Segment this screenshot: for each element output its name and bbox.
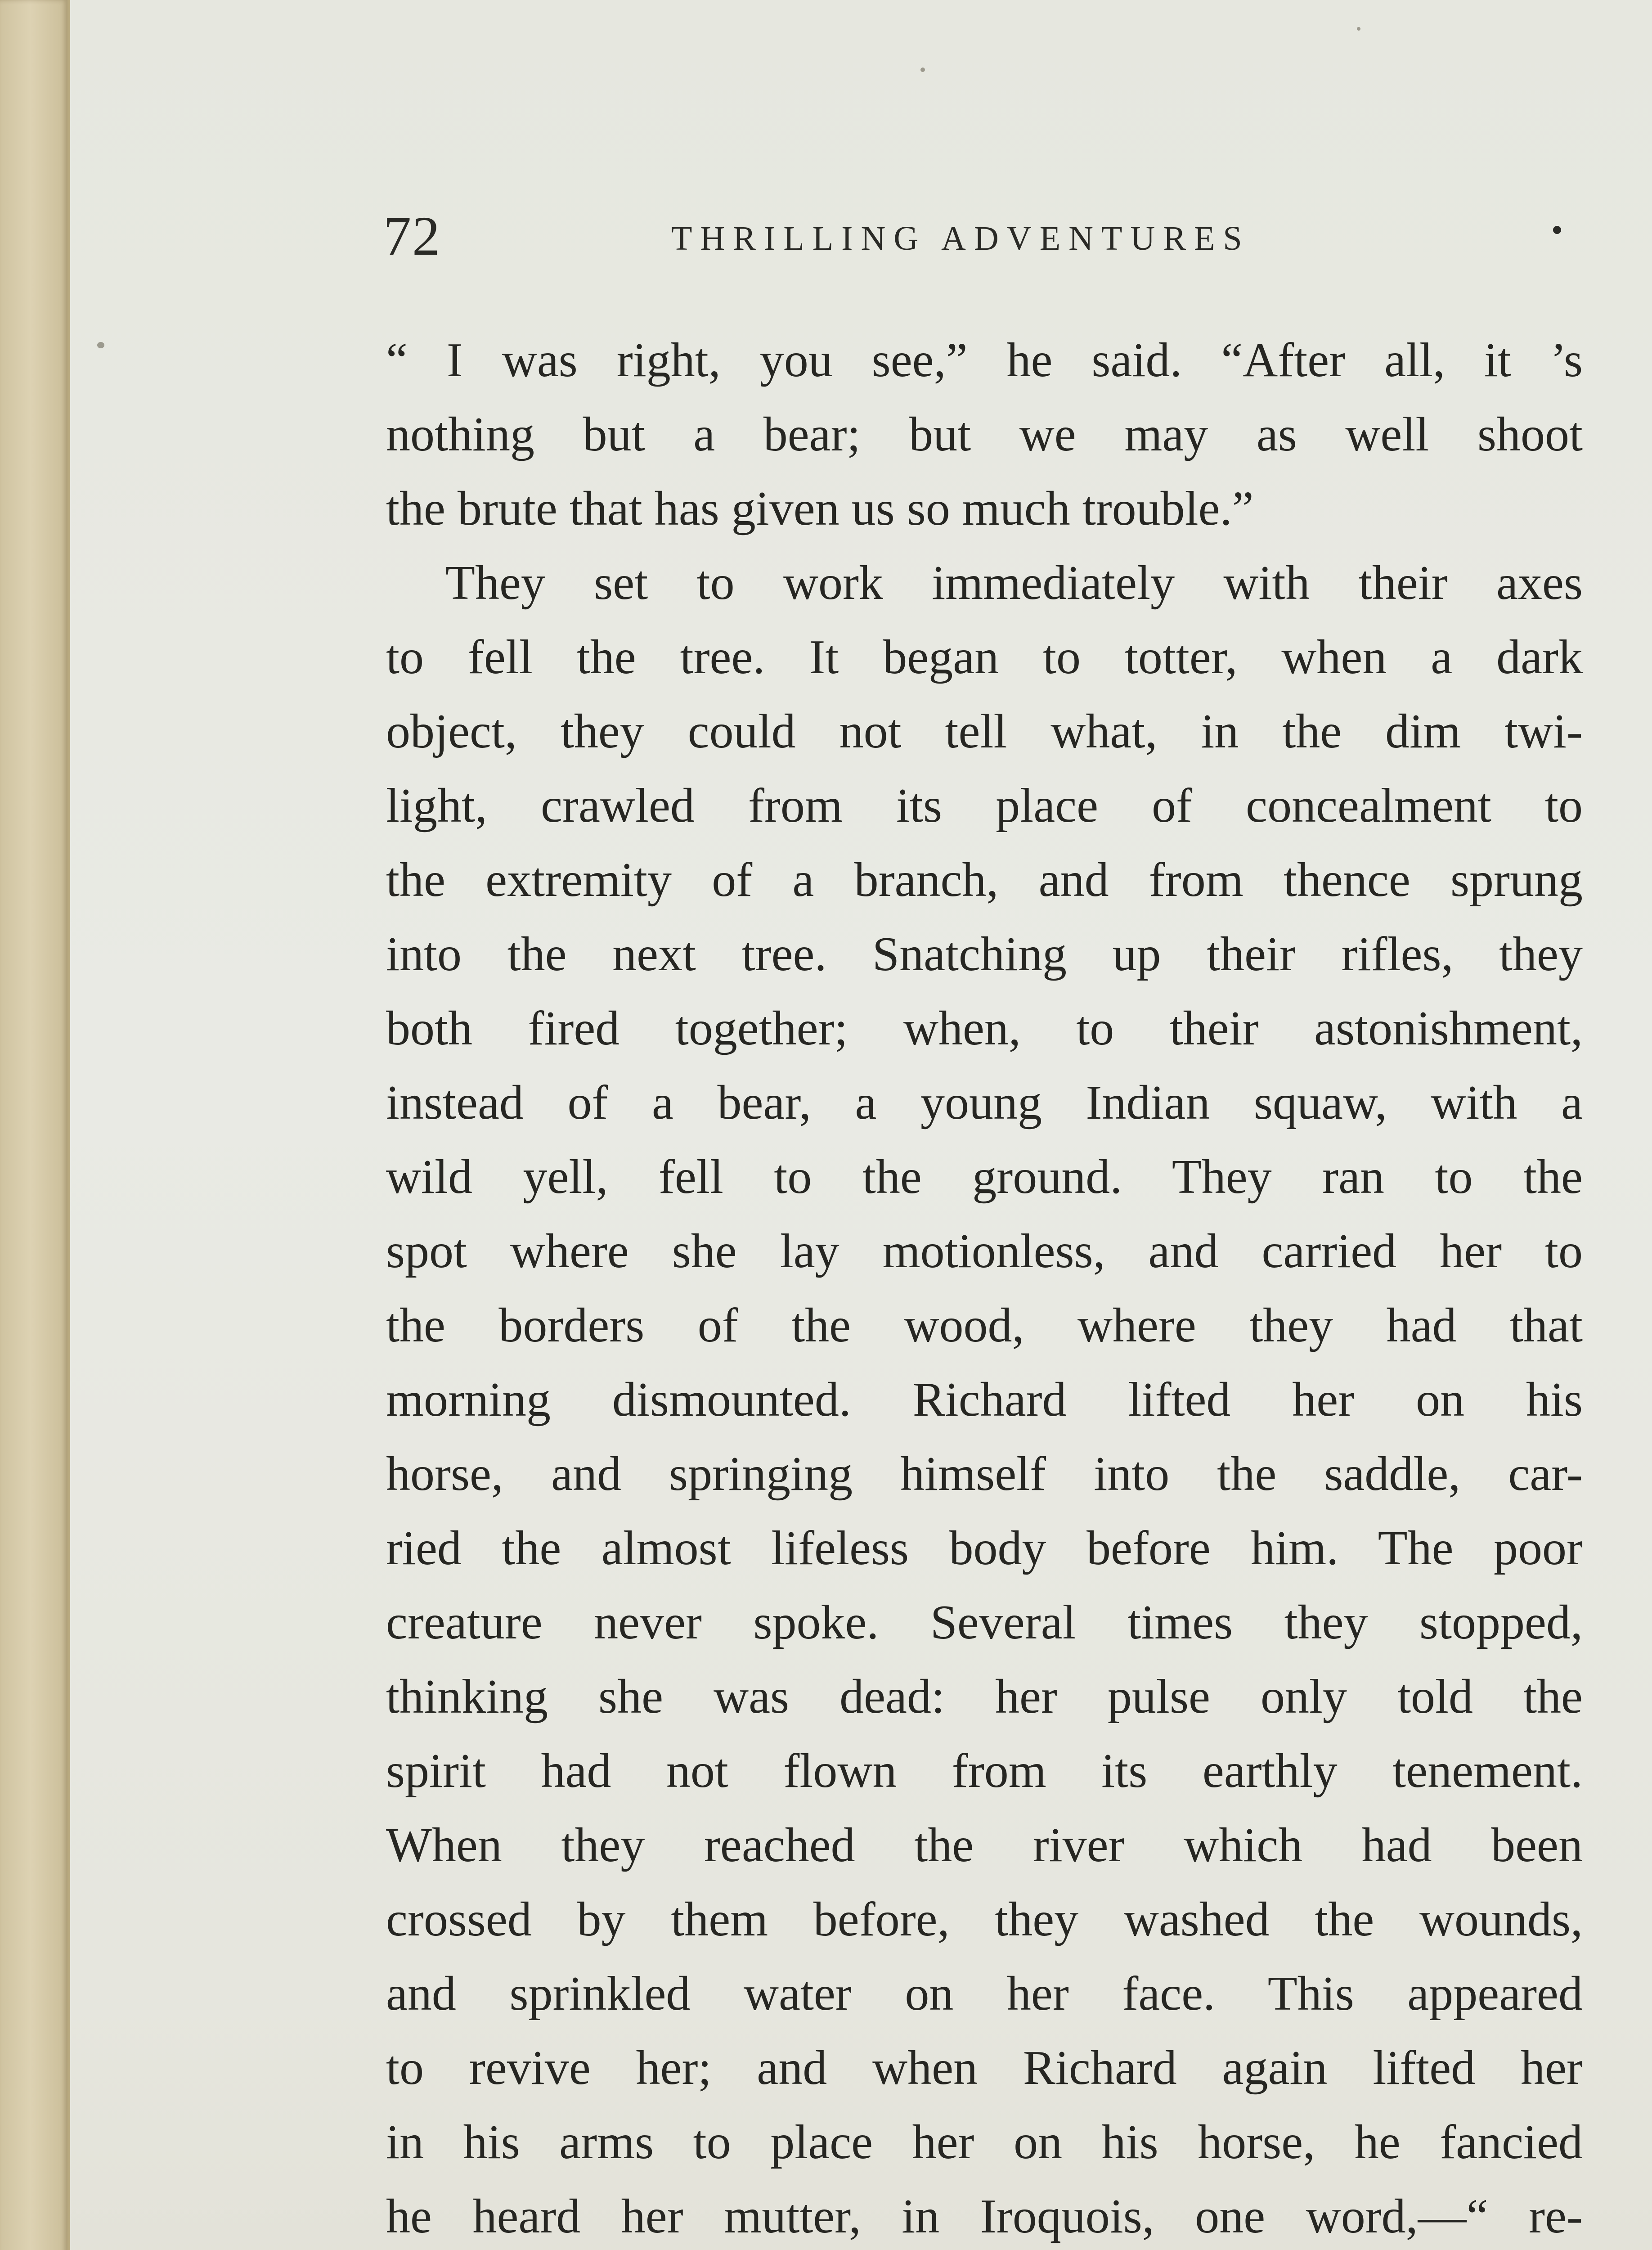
text-line: horse, and springing himself into the saddle, car- — [386, 1447, 1583, 1501]
text-line: thinking she was dead: her pulse only told the — [386, 1670, 1583, 1724]
text-line: the extremity of a branch, and from thence sprung — [386, 853, 1583, 907]
paper-speck — [920, 68, 925, 72]
text-line: wild yell, fell to the ground. They ran to the — [386, 1150, 1583, 1204]
text-line: ried the almost lifeless body before him. The poor — [386, 1521, 1583, 1575]
text-line: creature never spoke. Several times they stopped, — [386, 1596, 1583, 1649]
paragraph-2 — [386, 546, 1583, 2250]
text-line: to fell the tree. It began to totter, when a dark — [386, 630, 1583, 684]
text-line: instead of a bear, a young Indian squaw, with a — [386, 1076, 1583, 1130]
text-line: light, crawled from its place of concealment to — [386, 779, 1583, 832]
text-line: spirit had not flown from its earthly tenement. — [386, 1744, 1583, 1798]
text-line: and sprinkled water on her face. This appeared — [386, 1967, 1583, 2020]
paragraph-1 — [386, 323, 1583, 546]
text-line: nothing but a bear; but we may as well shoot — [386, 408, 1583, 461]
paper-speck — [97, 342, 104, 348]
page-number: 72 — [383, 205, 441, 267]
text-line: into the next tree. Snatching up their rifles, they — [386, 927, 1583, 981]
text-line: the brute that has given us so much trouble.” — [386, 482, 1254, 536]
page-body — [386, 323, 1583, 2250]
page-header — [383, 198, 1598, 274]
text-line: When they reached the river which had been — [386, 1818, 1583, 1872]
text-line: morning dismounted. Richard lifted her on his — [386, 1373, 1583, 1426]
text-line: to revive her; and when Richard again lifted her — [386, 2041, 1583, 2095]
paper-speck — [1357, 27, 1360, 31]
running-title: THRILLING ADVENTURES — [671, 220, 1250, 257]
text-line: in his arms to place her on his horse, he fancied — [386, 2115, 1583, 2169]
text-line: spot where she lay motionless, and carried her to — [386, 1224, 1583, 1278]
book-edge — [0, 0, 67, 2250]
text-line: object, they could not tell what, in the dim twi- — [386, 705, 1583, 758]
header-dot-mark — [1553, 226, 1561, 234]
text-line: “ I was right, you see,” he said. “After all, it ’s — [386, 333, 1583, 387]
text-line: crossed by them before, they washed the wounds, — [386, 1893, 1583, 1946]
text-line: both fired together; when, to their astonishment, — [386, 1002, 1583, 1055]
text-line: They set to work immediately with their axes — [445, 556, 1583, 610]
text-line: he heard her mutter, in Iroquois, one word,—“ re- — [386, 2190, 1583, 2243]
text-line: the borders of the wood, where they had that — [386, 1299, 1583, 1352]
